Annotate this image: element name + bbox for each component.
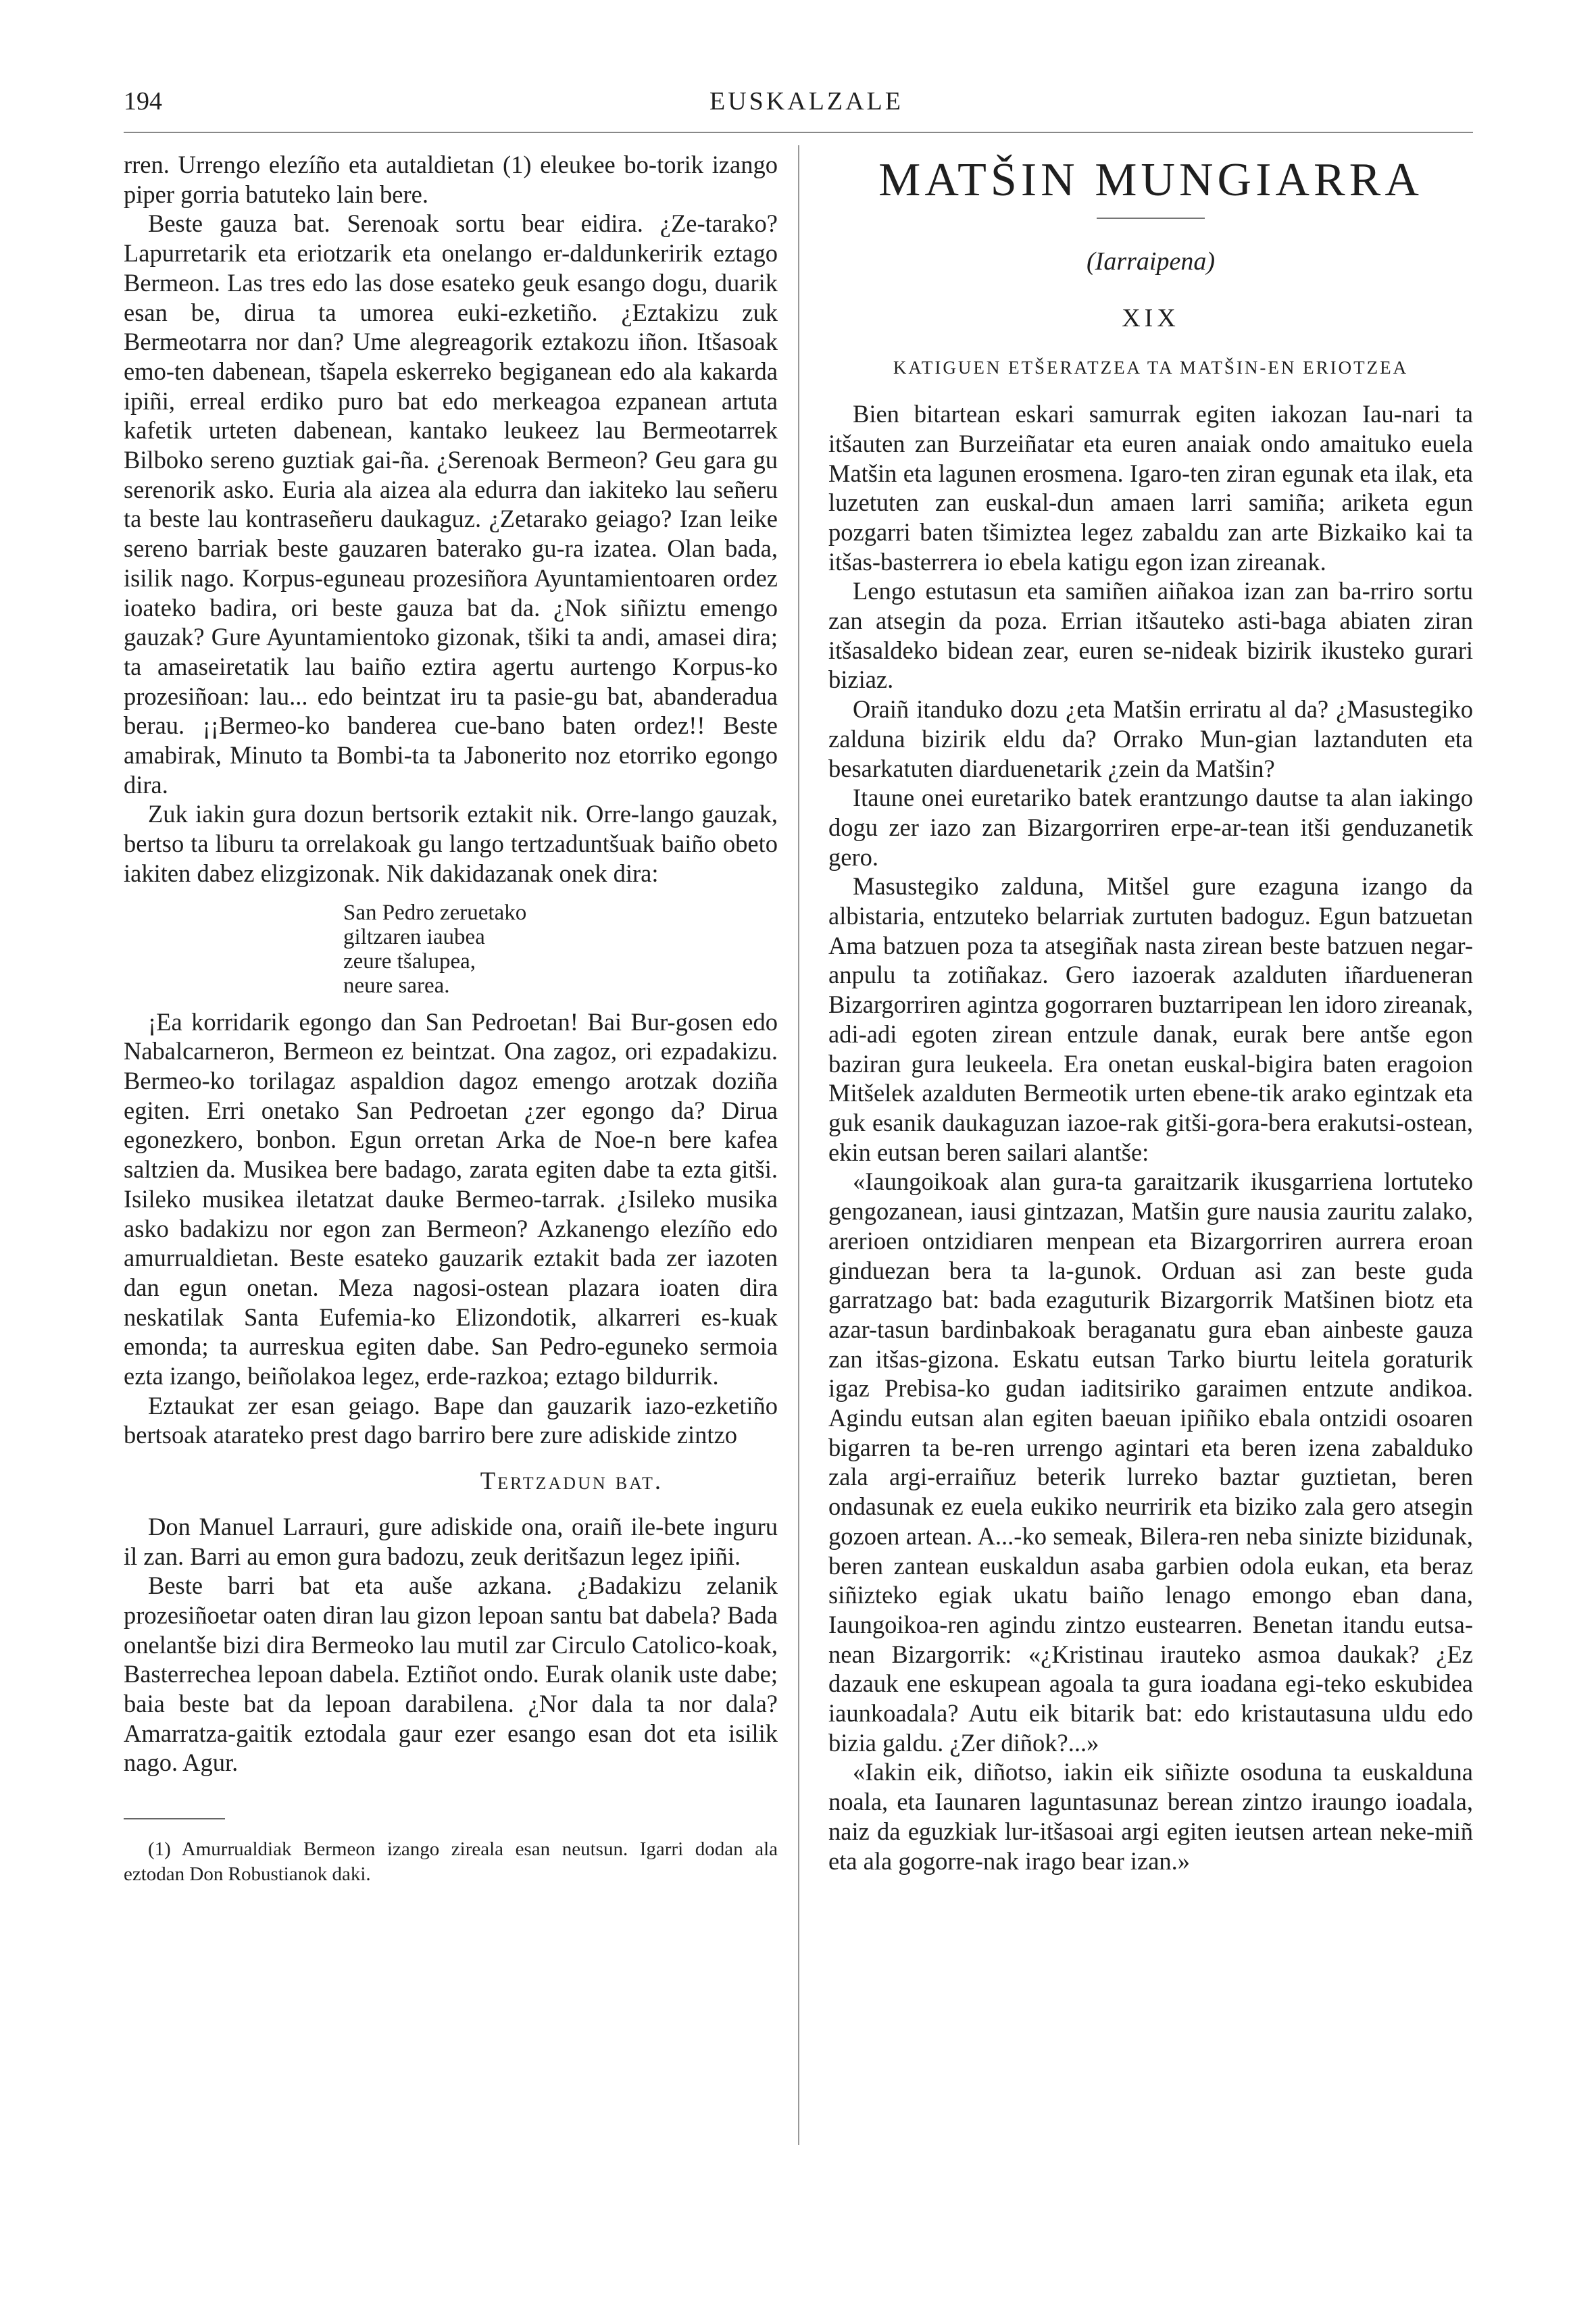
column-divider [798,145,799,2145]
paragraph: «Iaungoikoak alan gura-ta garaitzarik ikusgarriena lortuteko gengozanean, iausi gintzazan, Matšin gure nausia zauritu zalako, arerioen ontzidiaren menpean eta Bizargorriren aurrera eroan ginduezan bera ta la-gunok. Orduan asi zan beste guda garratzago bat: bada ezaguturik Bizargorrik Matšinen biotz eta azar-tasun bardinbakoak beraganatu gura eban ainbeste gauza zan itšas-gizona. Eskatu eutsan Tarko biurtu leitela goraturik igaz Prebisa-ko gudan iaditsiriko garaimen entzute andikoa. Agindu eutsan alan egiten baeuan ipiñiko ebala ontzidi osoaren bigarren ta be-ren urrengo agintari eta beren izena zabalduko zala argi-erraiñuz beterik lurreko baztar guztietan, beren ondasunak ez euela eukiko neurririk eta biziko zala gero atsegin gozoen artean. A...-ko semeak, Bilera-ren neba sinizte bizidunak, beren zantean euskaldun asaba garbien odola eukan, eta beraz siñizteko egiak ukatu baiño lenago emongo eban dana, Iaungoikoa-ren agindu zintzo eustearren. Benetan itandu eutsa-nean Bizargorrik: «¿Kristinau irauteko asmoa daukak? ¿Ez dazauk ene eskupean agoala ta gura ioadana egi-teko eskubidea iaunkoadala? Autu eik bitarik bat: edo kristautasuna uldu edo bizia galdu. ¿Zer diñok?...» [828,1167,1473,1757]
poem-line: zeure tšalupea, [343,949,476,974]
paragraph: Don Manuel Larrauri, gure adiskide ona, oraiñ ile-bete inguru il zan. Barri au emon gura badozu, zeuk deritšazun legez ipiñi. [124,1512,778,1570]
running-title: EUSKALZALE [709,87,903,116]
header-rule [124,132,1473,133]
article-title: MATŠIN MUNGIARRA [878,154,1423,206]
paragraph: rren. Urrengo elezíño eta autaldietan (1) eleukee bo-torik izango piper gorria batuteko lain bere. [124,151,778,208]
poem [343,901,778,998]
chapter-number: XIX [1122,303,1180,332]
paragraph: Beste gauza bat. Serenoak sortu bear eidira. ¿Ze-tarako? Lapurretarik eta eriotzarik eta onelango er-daldunkeririk eztago Bermeon. Las tres edo las dose esateko geuk esango dogu, duarik esan be, dirua ta umorea euki-ezketiño. ¿Eztakizu zuk Bermeotarra nor dan? Ume alegreagorik eztakozu iñon. Itšasoak emo-ten dabenean, tšapela eskerreko begiganean edo ala kakarda ipiñi, erreal erdiko puro bat edo merkeagoa ezpanean artuta kafetik urteten dabenean, kantako leukeez lau Bermeotarrek Bilboko sereno guztiak gai-ña. ¿Serenoak Bermeon? Geu gara gu serenorik asko. Euria ala aizea ala edurra dan iakiteko lau señeru ta beste lau kontraseñeru daukaguz. ¿Zetarako geiago? Izan leike sereno barriak beste gauzaren baterako gu-ra izatea. Olan bada, isilik nago. Korpus-eguneau prozesiñora Ayuntamientoaren ordez ioateko badira, ori beste gauza bat da. ¿Nok siñiztu emengo gauzak? Gure Ayuntamientoko gizonak, tšiki ta andi, amasei dira; ta amaseiretatik lau baiño eztira agertu aurtengo Korpus-ko prozesiñoan: lau... edo beintzat iru ta pasie-gu bat, abanderadua berau. ¡¡Bermeo-ko banderea cue-bano baten ordez!! Beste amabirak, Minuto ta Bombi-ta ta Jabonerito noz etorriko egongo dira. [124,209,778,799]
footnote: (1) Amurrualdiak Bermeon izango zireala esan neutsun. Igarri dodan ala eztodan Don Robustianok daki. [124,1838,778,1886]
article-subtitle: (Iarraipena) [1087,247,1215,276]
poem-line: San Pedro zeruetako [343,900,527,925]
title-rule [1097,218,1205,219]
right-column [828,150,1473,1876]
signature: Tertzadun bat. [480,1467,663,1495]
paragraph: Oraiñ itanduko dozu ¿eta Matšin erriratu al da? ¿Masustegiko zalduna bizirik eldu da? Orrako Mun-gian laztanduten eta besarkatuten diarduenetarik ¿zein da Matšin? [828,695,1473,782]
paragraph: Itaune onei euretariko batek erantzungo dautse ta alan iakingo dogu zer iazo zan Bizargorriren erpe-ar-tean itši genduzanetik gero. [828,784,1473,871]
paragraph: Eztaukat zer esan geiago. Bape dan gauzarik iazo-ezketiño bertsoak atarateko prest dago barriro bere zure adiskide zintzo [124,1391,778,1449]
paragraph: Beste barri bat eta auše azkana. ¿Badakizu zelanik prozesiñoetar oaten diran lau gizon lepoan santu bat dabela? Bada onelantše bizi dira Bermeoko lau mutil zar Circulo Catolico-koak, Basterrechea lepoan dabela. Eztiñot ondo. Eurak olanik uste dabe; baia beste bat da lepoan darabilena. ¿Nor dala ta nor dala? Amarratza-gaitik eztodala gaur ezer esango esan dot eta isilik nago. Agur. [124,1571,778,1777]
poem-line: neure sarea. [343,973,450,998]
page-number: 194 [124,87,162,116]
paragraph: Zuk iakin gura dozun bertsorik eztakit nik. Orre-lango gauzak, bertso ta liburu ta orrelakoak gu lango tertzaduntšuak baiño obeto iakiten dabez elizgizonak. Nik dakidazanak onek dira: [124,800,778,887]
paragraph: Lengo estutasun eta samiñen aiñakoa izan zan ba-rriro sortu zan atsegin da poza. Errian itšauteko asti-baga abiaten ziran itšasaldeko bidean zear, euren se-nideak bizirik ikusteko gurari biziaz. [828,577,1473,694]
poem-line: giltzaren iaubea [343,924,485,949]
paragraph: Bien bitartean eskari samurrak egiten iakozan Iau-nari ta itšauten zan Burzeiñatar eta euren anaiak ondo amaituko euela Matšin eta lagunen erosmena. Igaro-ten ziran egunak eta ilak, eta luzetuten zan euskal-dun amaen larri samiña; ariketa egun pozgarri baten tšimiztea legez zabaldu zan arte Bizkaiko kai ta itšas-basterrera io ebela katigu egon izan zireanak. [828,400,1473,576]
paragraph: Masustegiko zalduna, Mitšel gure ezaguna izango da albistaria, entzuteko belarriak zurtuten badoguz. Egun batzuetan Ama batzuen poza ta atsegiñak nasta zirean beste batzuen negar-anpulu ta zotiñakaz. Gero iazoerak azalduten iñardueneran Bizargorriren agintza gogorraren buztarripean len idoro zireanak, adi-adi egoten zirean entzule danak, eurak bere antše egon baziran gura leukeela. Era onetan euskal-bigira baten eragoion Mitšelek azalduten Bermeotik urten ebene-tik arako egintzak eta guk esanik daukaguzan iazoe-rak gitši-gora-bera erakutsi-ostean, ekin eutsan beren sailari alantše: [828,872,1473,1166]
paragraph: «Iakin eik, diñotso, iakin eik siñizte osoduna ta euskalduna noala, eta Iaunaren laguntasunaz berean zintzo iraungo ioadala, naiz da eguzkiak lur-itšasoai argi egiten ieutsen artean neke-miñ eta ala gogorre-nak irago bear izan.» [828,1758,1473,1875]
footnote-rule [124,1818,225,1819]
chapter-title: KATIGUEN ETŠERATZEA TA MATŠIN-EN ERIOTZEA [893,357,1409,378]
paragraph: ¡Ea korridarik egongo dan San Pedroetan! Bai Bur-gosen edo Nabalcarneron, Bermeon ez beintzat. Ona zagoz, ori ezpadakizu. Bermeo-ko torilagaz aspaldion dagoz emengo arotzak doziña egiten. Erri onetako San Pedroetan ¿zer egongo da? Dirua egonezkero, bonbon. Egun orretan Arka de Noe-n bere kafea saltzien da. Musikea bere badago, zarata egiten dabe ta ezta gitši. Isileko musikea iletatzat dauke Bermeo-tarrak. ¿Isileko musika asko badakizu nor egon zan Bermeon? Azkanengo elezíño edo amurrualdietan. Beste esateko gauzarik eztakit bada zer iazoten dan egun onetan. Meza nagosi-ostean plazara ioaten dira neskatilak Santa Eufemia-ko Elizondotik, alkarreri es-kuak emonda; ta aurreskua egiten dabe. San Pedro-eguneko sermoia ezta izango, beiñolakoa legez, erde-razkoa; eztago bildurrik. [124,1007,778,1390]
left-column [124,150,778,1887]
